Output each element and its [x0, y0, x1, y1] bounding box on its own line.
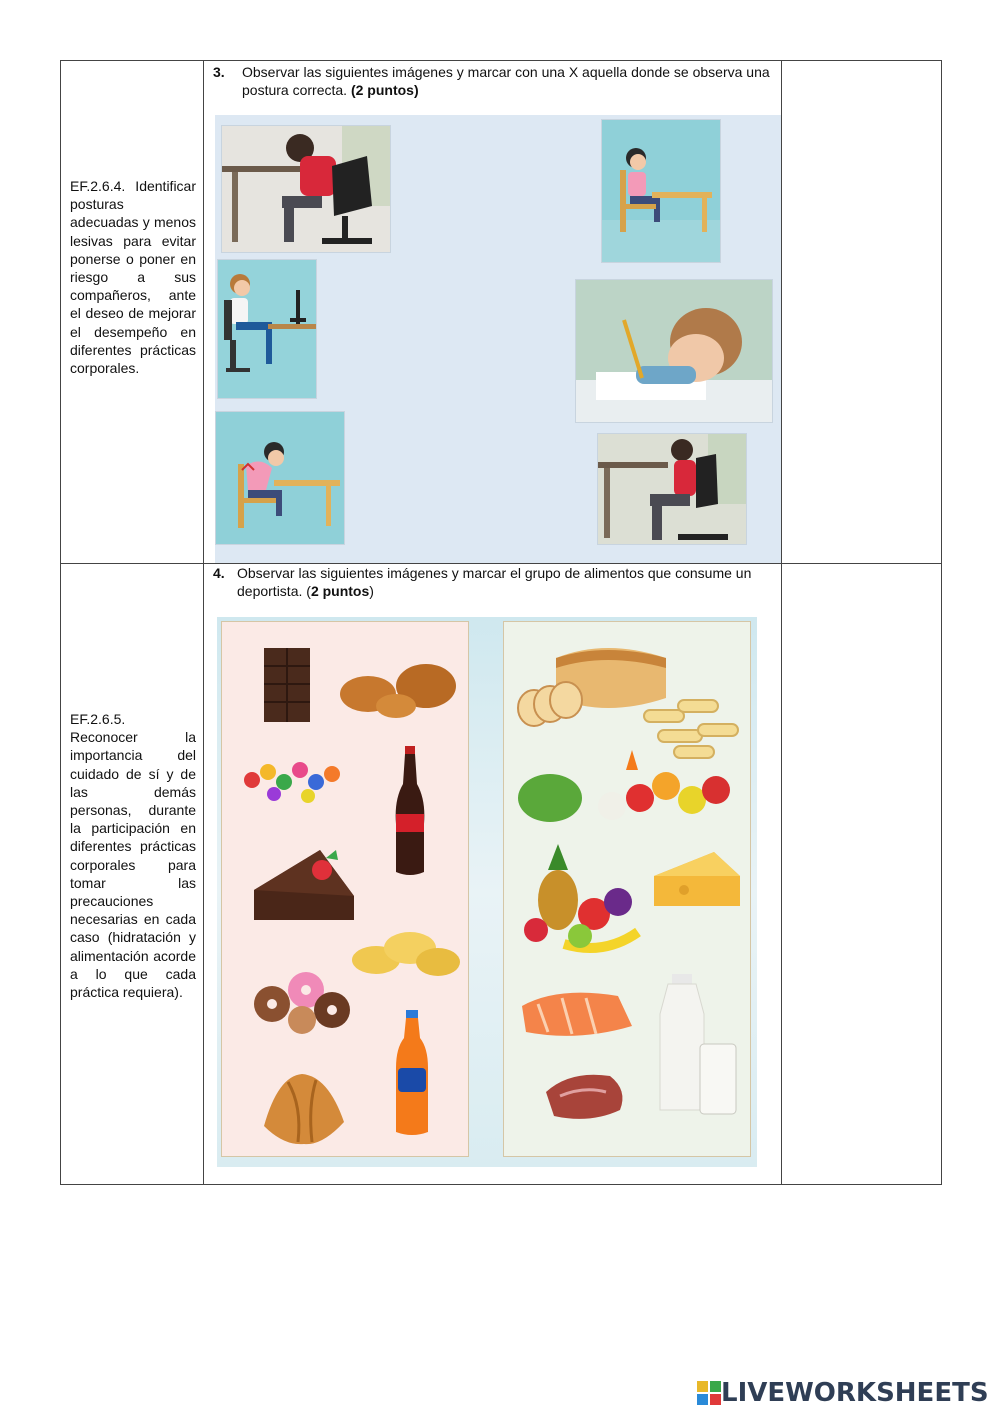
food-group-healthy[interactable] — [503, 621, 751, 1157]
column-divider — [781, 61, 782, 1184]
liveworksheets-logo-text: LIVEWORKSHEETS — [721, 1378, 989, 1408]
food-group-unhealthy[interactable] — [221, 621, 469, 1157]
cheese-icon — [644, 846, 744, 918]
worksheet-table — [60, 60, 942, 1185]
cola-bottle-icon — [390, 744, 430, 880]
milk-icon — [654, 974, 744, 1118]
croissant-icon — [258, 1066, 348, 1150]
boy-slouching-at-desk-photo[interactable] — [221, 125, 391, 253]
question-points: 2 puntos — [310, 583, 370, 599]
potato-chips-icon — [350, 918, 462, 984]
criterion-ef-2-6-5: EF.2.6.5. Reconocer la importancia del cuidado de sí y de las demás personas, durante la participación en diferentes prácticas corporales para tomar las precauciones necesarias en cada caso (hidratación y alimentación acorde a lo que cada práctica requiera). — [70, 711, 196, 1001]
chocolate-icon — [258, 644, 318, 728]
liveworksheets-logo — [697, 1378, 989, 1408]
orange-soda-bottle-icon — [392, 1008, 432, 1140]
food-groups-panel — [217, 617, 757, 1167]
column-divider — [203, 61, 204, 1184]
girl-at-computer-upright-illustration[interactable] — [217, 259, 317, 399]
fruits-icon — [514, 844, 644, 956]
question-number: 4. — [213, 565, 225, 581]
girl-sitting-upright-illustration[interactable] — [601, 119, 721, 263]
posture-images-panel — [215, 115, 781, 563]
chocolate-cake-icon — [250, 840, 360, 926]
candy-icon — [238, 750, 348, 810]
fried-chicken-icon — [338, 652, 462, 722]
question-3 — [213, 63, 779, 99]
salmon-icon — [518, 986, 636, 1042]
question-text — [242, 63, 779, 99]
question-text-end: ) — [369, 583, 374, 599]
vegetables-icon — [516, 750, 738, 830]
girl-hunched-over-desk-illustration[interactable] — [215, 411, 345, 545]
liveworksheets-logo-icon — [697, 1381, 721, 1405]
question-text — [237, 564, 779, 600]
question-points: (2 puntos) — [350, 82, 419, 98]
criterion-ef-2-6-4: EF.2.6.4. Identificar posturas adecuadas y menos lesivas para evitar ponerse o poner en riesgo a sus compañeros, ante el deseo de mejorar el desempeño en diferentes prácticas corporales. — [70, 178, 196, 377]
meat-icon — [540, 1066, 630, 1126]
question-text-body: Observar las siguientes imágenes y marcar el grupo de alimentos que consume un deportista. ( — [237, 565, 752, 599]
question-number: 3. — [213, 64, 225, 80]
boy-sitting-upright-at-desk-photo[interactable] — [597, 433, 747, 545]
question-text-body: Observar las siguientes imágenes y marcar con una X aquella donde se observa una postura correcta. — [242, 64, 770, 98]
donuts-icon — [250, 968, 354, 1036]
boy-writing-head-on-desk-photo[interactable] — [575, 279, 773, 423]
question-4 — [213, 564, 779, 600]
